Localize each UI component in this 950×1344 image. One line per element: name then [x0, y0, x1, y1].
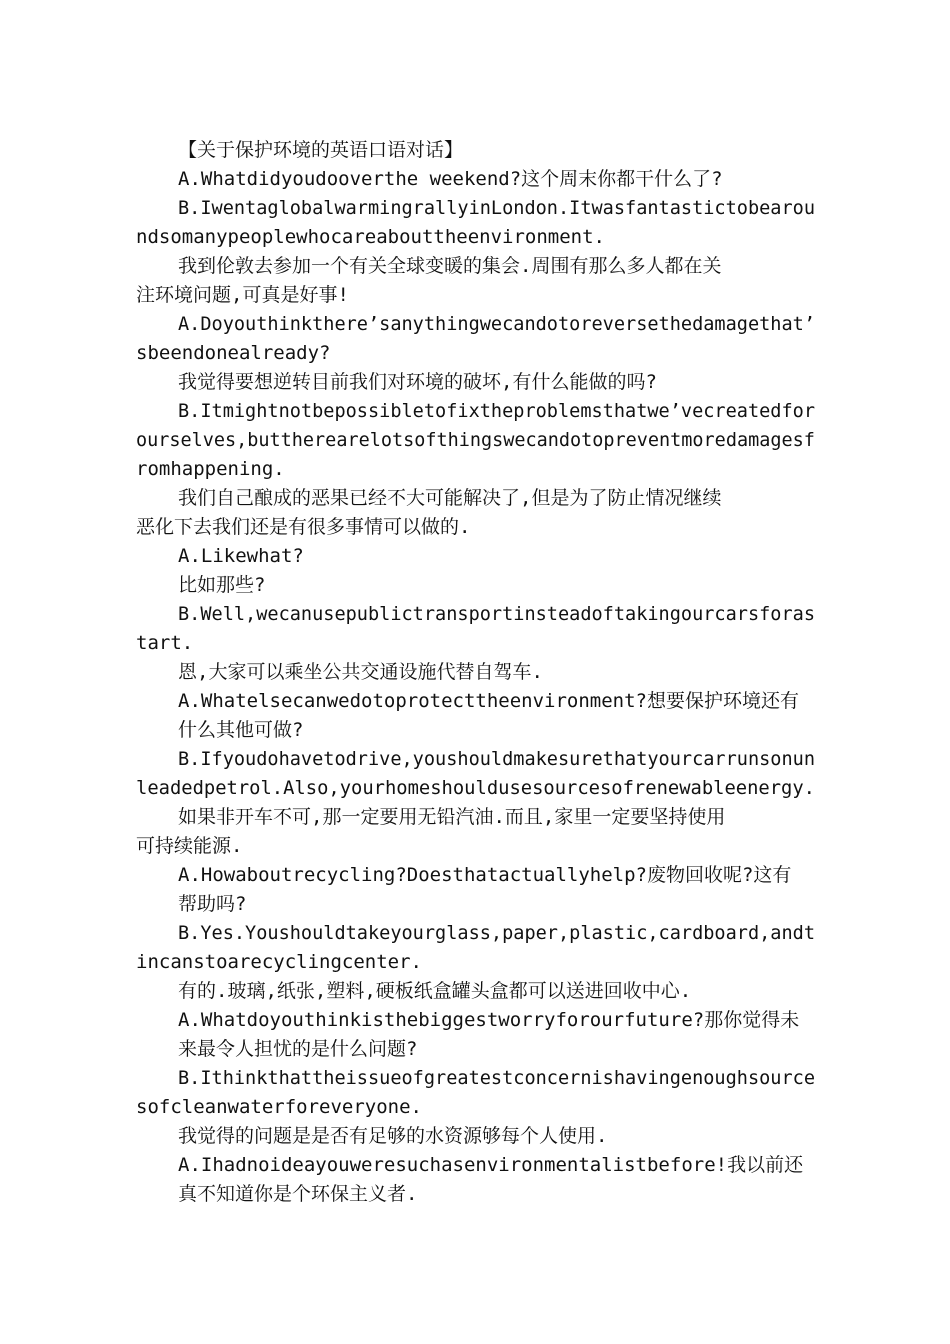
dialogue-line: A.Doyouthinkthere’sanythingwecandotoreversethedamagethat’: [178, 314, 816, 335]
translation-line: 有的.玻璃,纸张,塑料,硬板纸盒罐头盒都可以送进回收中心.: [178, 980, 692, 1002]
dialogue-line: B.Itmightnotbepossibletofixtheproblemsthatwe’vecreatedfor: [178, 401, 816, 422]
dialogue-line-continuation: ndsomanypeoplewhocareabouttheenvironment.: [136, 226, 605, 248]
translation-line-continuation: 恶化下去我们还是有很多事情可以做的.: [136, 516, 471, 538]
dialogue-line-continuation: sofcleanwaterforeveryone.: [136, 1096, 422, 1118]
translation-line-continuation: 注环境问题,可真是好事!: [136, 284, 349, 306]
translation-line: 恩,大家可以乘坐公共交通设施代替自驾车.: [178, 661, 543, 683]
translation-line: 我到伦敦去参加一个有关全球变暖的集会.周围有那么多人都在关: [178, 255, 722, 277]
translation-line: 我觉得的问题是是否有足够的水资源够每个人使用.: [178, 1125, 608, 1147]
dialogue-line: B.IwentaglobalwarmingrallyinLondon.Itwasfantastictobearou: [178, 198, 816, 219]
dialogue-line-continuation: romhappening.: [136, 458, 285, 480]
dialogue-line: B.Well,wecanusepublictransportinsteadoftakingourcarsforas: [178, 604, 816, 625]
translation-line-continuation: 什么其他可做?: [178, 719, 304, 741]
dialogue-line-continuation: incanstoarecyclingcenter.: [136, 951, 422, 973]
dialogue-line: A.Whatdoyouthinkisthebiggestworryforourfuture?那你觉得未: [178, 1009, 800, 1031]
translation-line-continuation: 真不知道你是个环保主义者.: [178, 1183, 418, 1205]
document-title: 【关于保护环境的英语口语对话】: [178, 139, 464, 161]
translation-line-continuation: 来最令人担忧的是什么问题?: [178, 1038, 418, 1060]
translation-line: 比如那些?: [178, 574, 266, 596]
dialogue-line-continuation: tart.: [136, 632, 194, 654]
dialogue-line-continuation: sbeendonealready?: [136, 342, 331, 364]
dialogue-line: A.Howaboutrecycling?Doesthatactuallyhelp?废物回收呢?这有: [178, 864, 792, 886]
translation-line-continuation: 可持续能源.: [136, 835, 243, 857]
dialogue-line: A.Whatelsecanwedotoprotecttheenvironment?想要保护环境还有: [178, 690, 799, 712]
translation-line: 如果非开车不可,那一定要用无铅汽油.而且,家里一定要坚持使用: [178, 806, 726, 828]
dialogue-line: A.Ihadnoideayouweresuchasenvironmentalistbefore!我以前还: [178, 1154, 804, 1176]
document-page: [136, 136, 822, 1209]
dialogue-line: A.Whatdidyoudooverthe weekend?这个周末你都干什么了?: [178, 168, 723, 190]
translation-line: 我们自己酿成的恶果已经不大可能解决了,但是为了防止情况继续: [178, 487, 722, 509]
dialogue-line: B.Yes.Youshouldtakeyourglass,paper,plastic,cardboard,andt: [178, 923, 816, 944]
dialogue-line-continuation: leadedpetrol.Also,yourhomeshouldusesourcesofrenewableenergy.: [136, 778, 816, 799]
translation-line-continuation: 帮助吗?: [178, 893, 247, 915]
dialogue-line-continuation: ourselves,buttherearelotsofthingswecandotopreventmoredamagesf: [136, 430, 815, 451]
dialogue-line: A.Likewhat?: [178, 545, 304, 567]
dialogue-line: B.Ifyoudohavetodrive,youshouldmakesurethatyourcarrunsonun: [178, 749, 816, 770]
dialogue-line: B.Ithinkthattheissueofgreatestconcernishavingenoughsource: [178, 1068, 816, 1089]
translation-line: 我觉得要想逆转目前我们对环境的破坏,有什么能做的吗?: [178, 371, 657, 393]
